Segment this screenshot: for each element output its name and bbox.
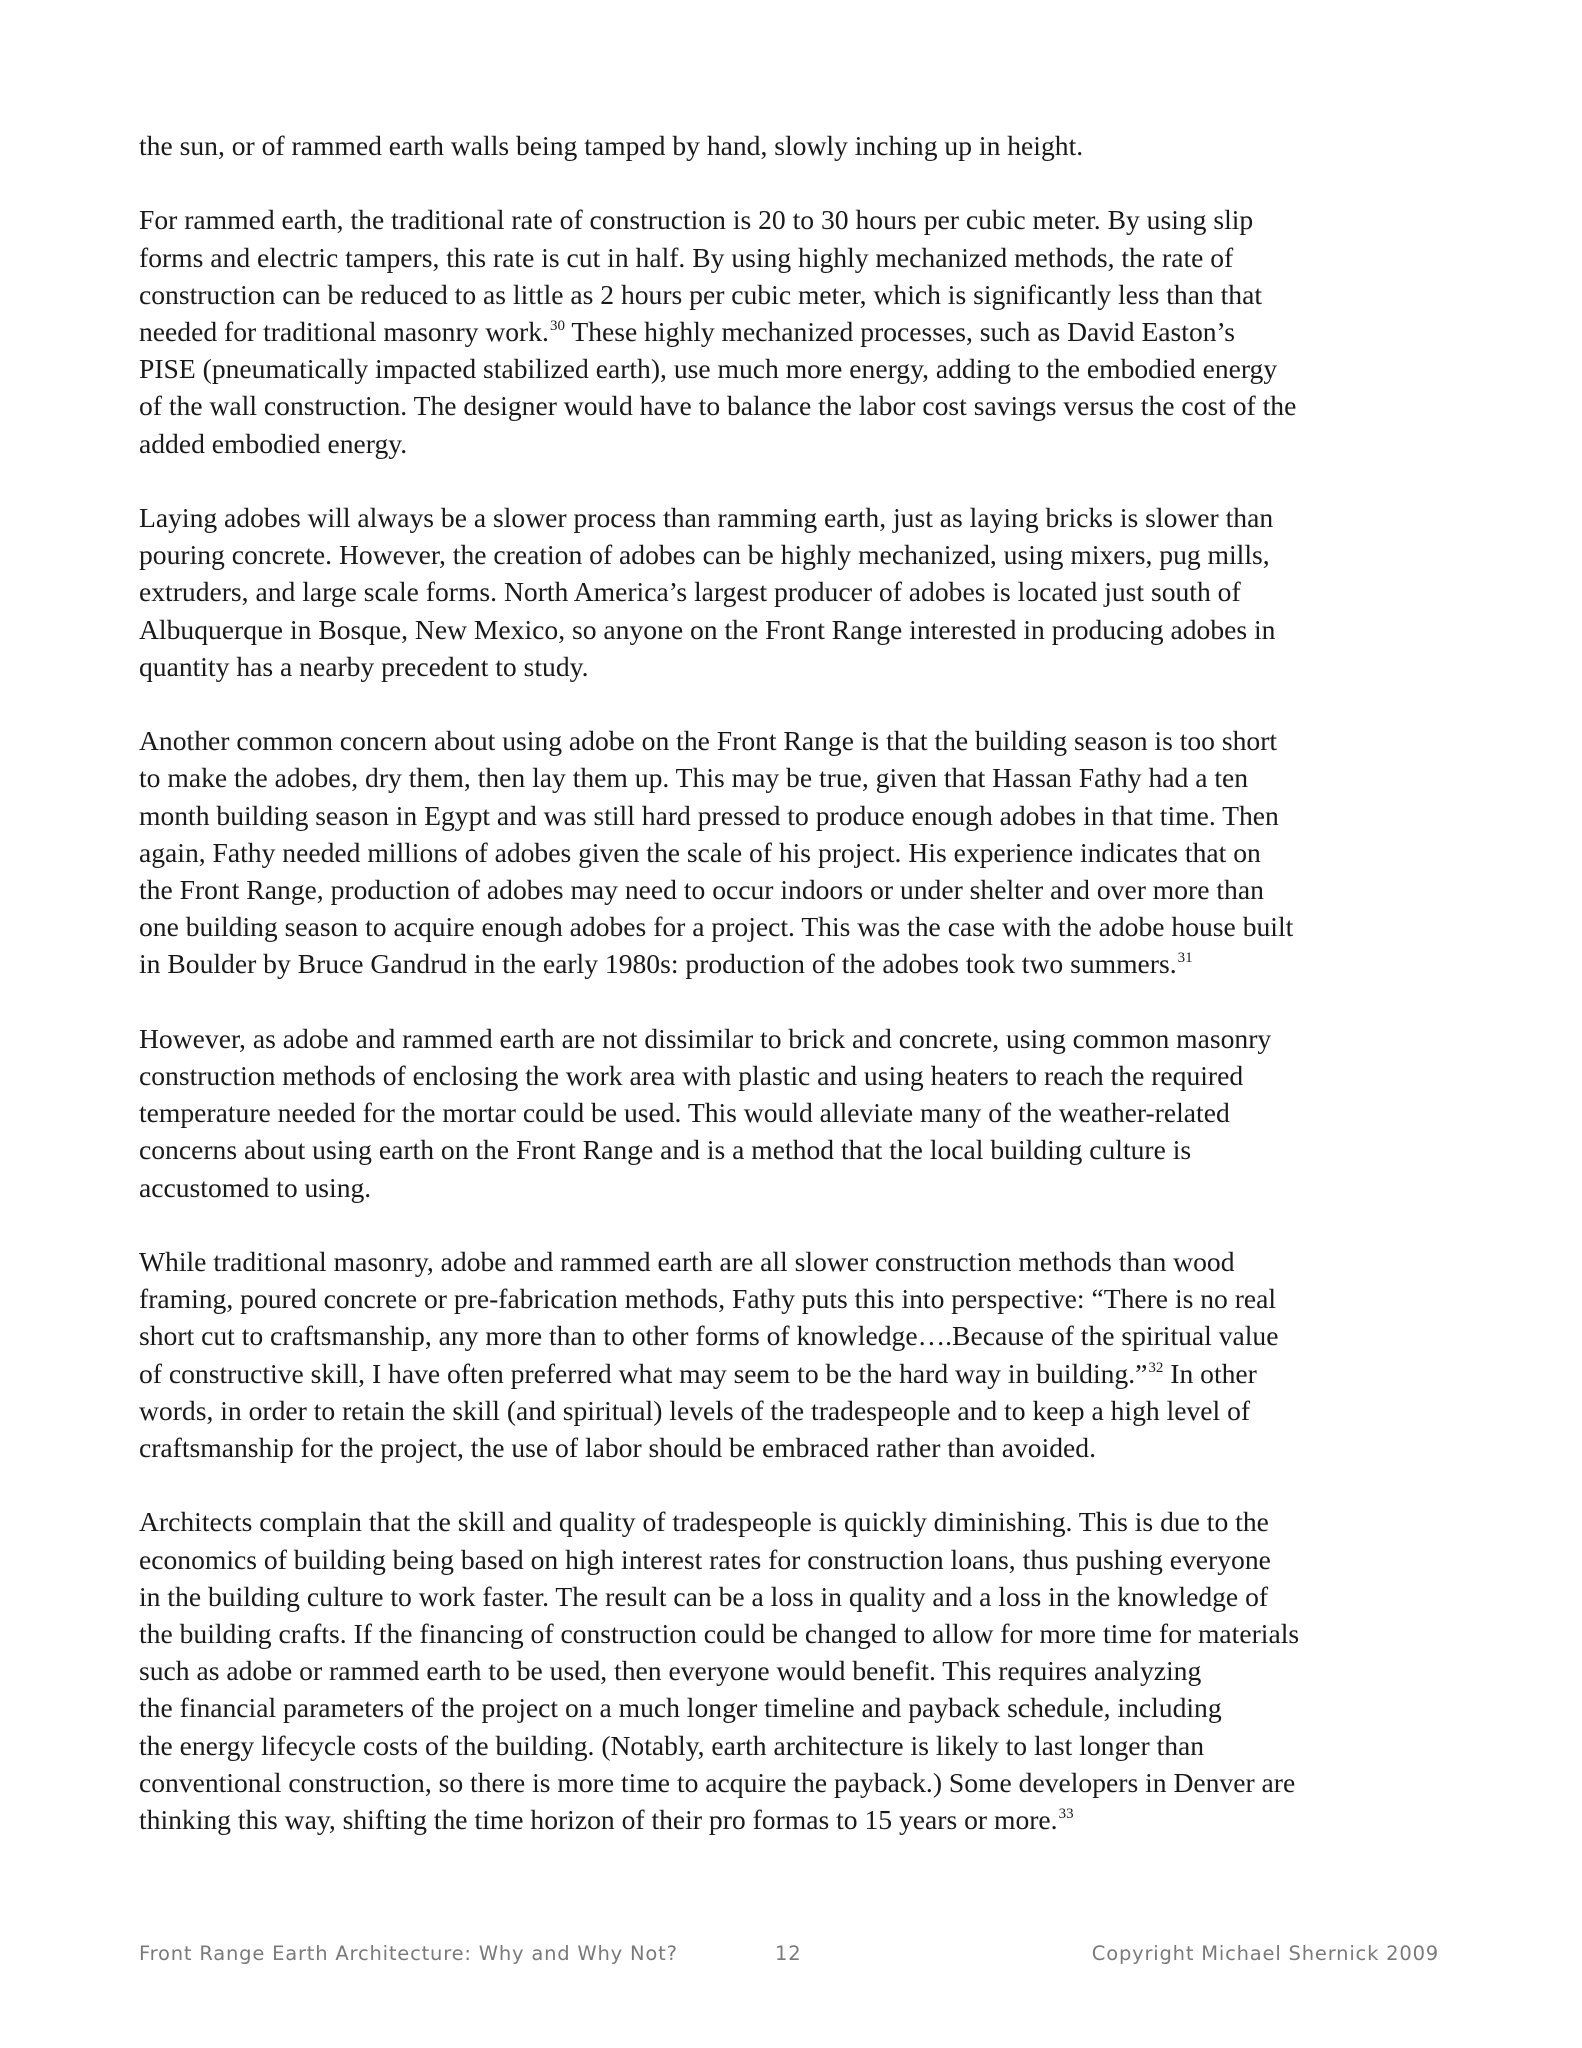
text-line: PISE (pneumatically impacted stabilized earth), use much more energy, adding to the embodied energy [139,353,1278,385]
text-line: the sun, or of rammed earth walls being tamped by hand, slowly inching up in height. [139,130,1084,161]
text-line: short cut to craftsmanship, any more than to other forms of knowledge….Because of the spiritual value [139,1320,1279,1352]
paragraph-2 [139,201,1449,461]
text-line: While traditional masonry, adobe and rammed earth are all slower construction methods than wood [139,1246,1235,1278]
text-line: extruders, and large scale forms. North America’s largest producer of adobes is located just south of [139,576,1241,608]
text-line: the Front Range, production of adobes may need to occur indoors or under shelter and over more than [139,874,1264,906]
text-line: Architects complain that the skill and quality of tradespeople is quickly diminishing. This is due to the [139,1506,1269,1538]
text-line: construction can be reduced to as little as 2 hours per cubic meter, which is significantly less than that [139,278,1263,310]
paragraph-4 [139,722,1449,982]
footnote-ref-30: 30 [549,318,565,334]
footnote-ref-31: 31 [1177,950,1193,967]
text-line [139,313,1449,350]
text-line: Another common concern about using adobe on the Front Range is that the building season is too short [139,725,1278,757]
text-line [139,1355,1449,1392]
page-number: 12 [775,1942,802,1965]
text-line: economics of building being based on high interest rates for construction loans, thus pushing everyone [139,1543,1271,1575]
page-footer [139,1942,1439,1972]
text-line: For rammed earth, the traditional rate of construction is 20 to 30 hours per cubic meter. By using slip [139,204,1254,236]
paragraph-5 [139,1020,1449,1206]
text-line: temperature needed for the mortar could be used. This would alleviate many of the weather-related [139,1097,1230,1129]
text-line: words, in order to retain the skill (and spiritual) levels of the tradespeople and to keep a high level of [139,1394,1251,1426]
body-text [139,127,1449,1875]
text-line [139,1801,1449,1838]
text-line: of the wall construction. The designer would have to balance the labor cost savings versus the cost of the [139,390,1297,422]
paragraph-6 [139,1243,1449,1466]
text-line: such as adobe or rammed earth to be used, then everyone would benefit. This requires analyzing [139,1655,1202,1687]
text-segment: in Boulder by Bruce Gandrud in the early 1980s: production of the adobes took two summers. [139,948,1177,980]
text-line: one building season to acquire enough adobes for a project. This was the case with the adobe house built [139,911,1294,943]
text-line: quantity has a nearby precedent to study. [139,650,589,682]
footnote-ref-32: 32 [1148,1359,1164,1376]
text-line: concerns about using earth on the Front Range and is a method that the local building culture is [139,1134,1192,1166]
text-segment: These highly mechanized processes, such as David Easton’s [564,316,1235,347]
text-line: again, Fathy needed millions of adobes given the scale of his project. His experience indicates that on [139,836,1261,868]
text-line: month building season in Egypt and was still hard pressed to produce enough adobes in that time. Then [139,799,1279,831]
text-line: forms and electric tampers, this rate is cut in half. By using highly mechanized methods, the rate of [139,241,1234,273]
text-line: accustomed to using. [139,1171,372,1203]
text-segment: needed for traditional masonry work. [139,316,549,347]
paragraph-7 [139,1503,1449,1838]
text-line: to make the adobes, dry them, then lay them up. This may be true, given that Hassan Fathy had a ten [139,762,1249,794]
text-segment: of constructive skill, I have often preferred what may seem to be the hard way in building.” [139,1357,1148,1389]
text-line: framing, poured concrete or pre-fabrication methods, Fathy puts this into perspective: “There is no real [139,1283,1277,1315]
text-line: the energy lifecycle costs of the building. (Notably, earth architecture is likely to last longer than [139,1729,1205,1761]
text-line: pouring concrete. However, the creation of adobes can be highly mechanized, using mixers, pug mills, [139,539,1270,571]
text-line: Albuquerque in Bosque, New Mexico, so anyone on the Front Range interested in producing adobes in [139,613,1276,645]
text-line: in the building culture to work faster. The result can be a loss in quality and a loss in the knowledge of [139,1580,1269,1612]
text-line [139,945,1449,982]
footer-document-title: Front Range Earth Architecture: Why and Why Not? [139,1942,678,1965]
footer-copyright: Copyright Michael Shernick 2009 [1091,1942,1439,1965]
text-line: added embodied energy. [139,427,408,459]
paragraph-3 [139,499,1449,685]
text-line: the building crafts. If the financing of construction could be changed to allow for more time for materials [139,1618,1300,1650]
text-segment: thinking this way, shifting the time horizon of their pro formas to 15 years or more. [139,1804,1058,1836]
text-line: Laying adobes will always be a slower process than ramming earth, just as laying bricks is slower than [139,502,1274,533]
text-line: the financial parameters of the project on a much longer timeline and payback schedule, including [139,1692,1222,1724]
text-line: However, as adobe and rammed earth are not dissimilar to brick and concrete, using common masonry [139,1022,1272,1054]
text-line: craftsmanship for the project, the use of labor should be embraced rather than avoided. [139,1432,1096,1464]
footnote-ref-33: 33 [1058,1806,1074,1823]
text-segment: In other [1163,1357,1257,1389]
text-line: conventional construction, so there is more time to acquire the payback.) Some developers in Denver are [139,1766,1296,1798]
text-line: construction methods of enclosing the work area with plastic and using heaters to reach the required [139,1060,1244,1092]
paragraph-1 [139,127,1449,164]
